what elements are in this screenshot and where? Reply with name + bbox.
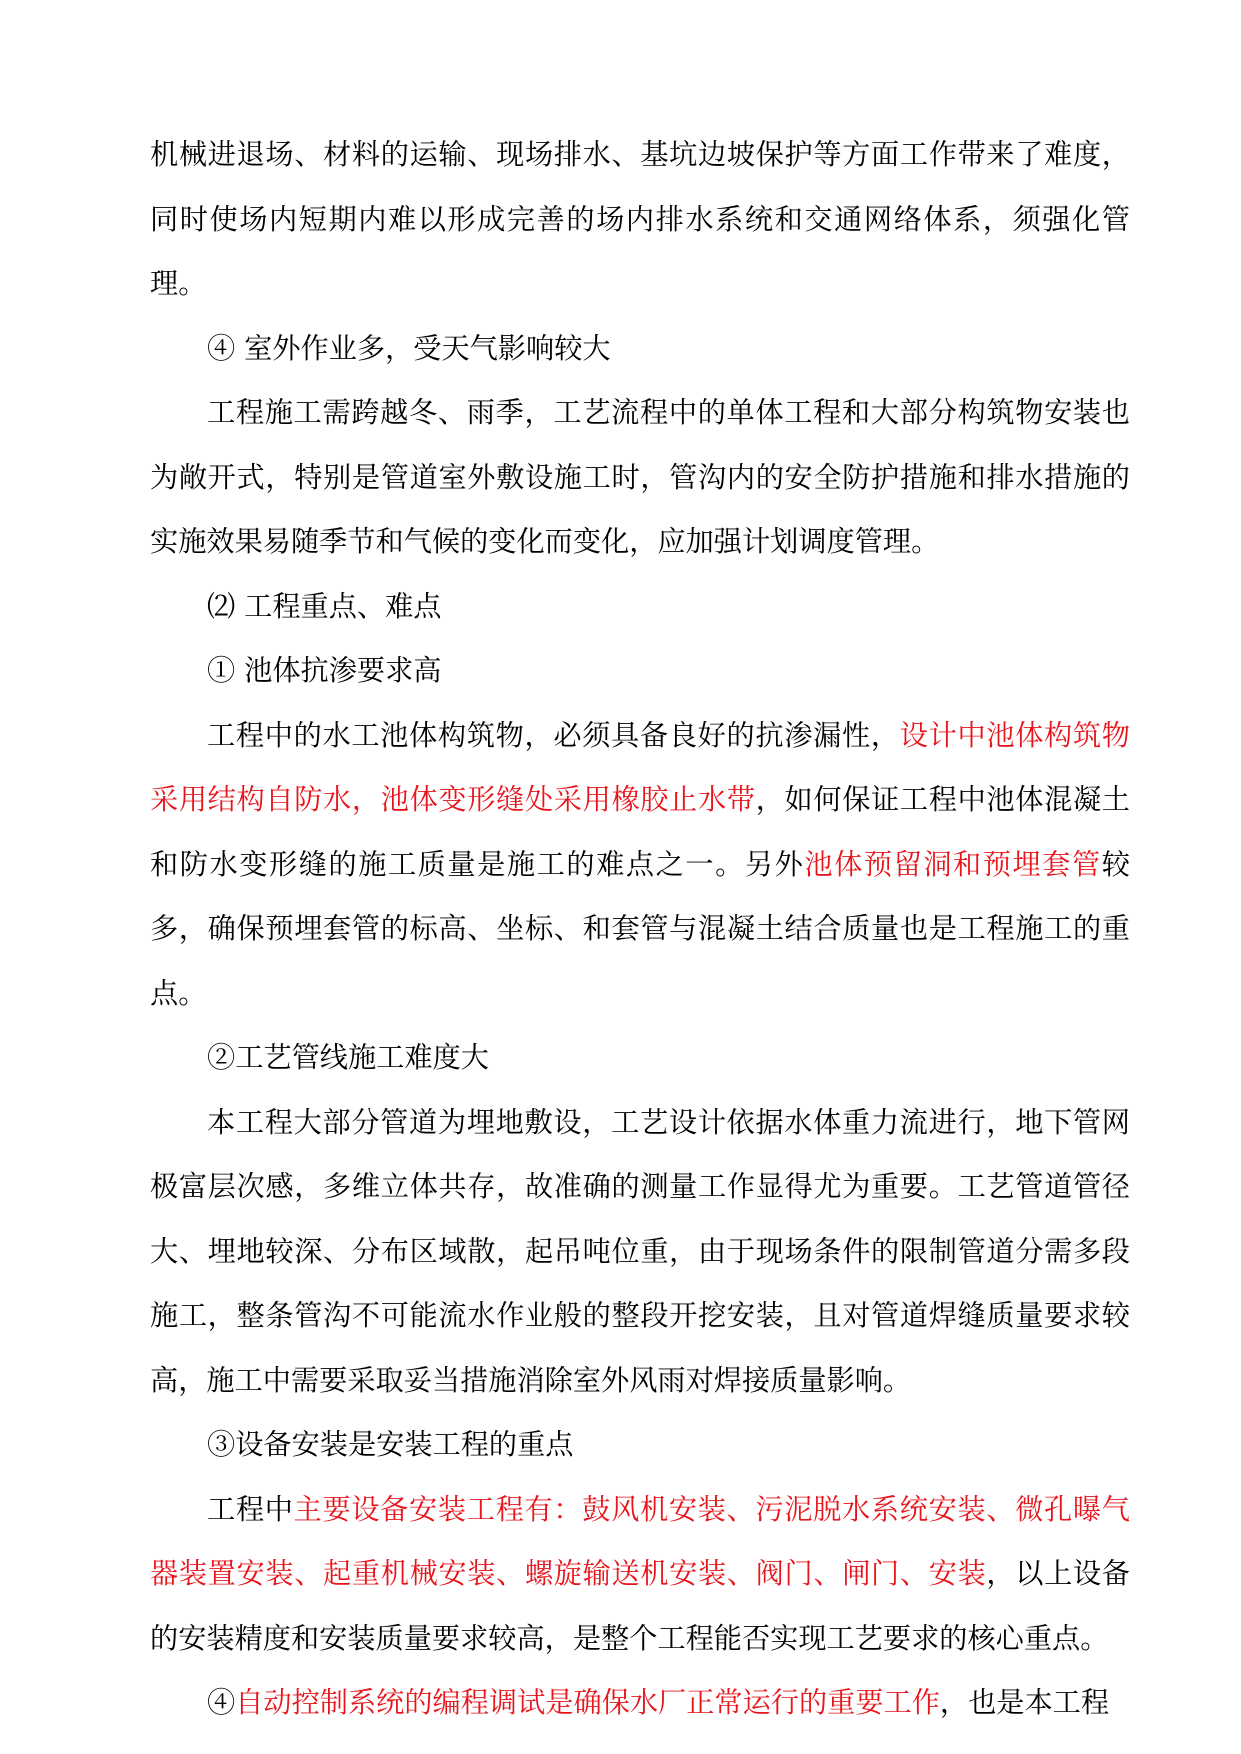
text-segment: ③设备安装是安装工程的重点 — [207, 1428, 574, 1461]
text-segment: 本工程大部分管道为埋地敷设，工艺设计依据水体重力流进行，地下管网极富层次感，多维立体共存，故准确的测量工作显得尤为重要。工艺管道管径大、埋地较深、分布区域散，起吊吨位重，由于现场条件的限制管道分需多段施工，整条管沟不可能流水作业般的整段开挖安装，且对管道焊缝质量要求较高，施工中需要采取妥当措施消除室外风雨对焊接质量影响。 — [150, 1105, 1130, 1397]
text-segment: ，以上设备的安装精度和安装质量要求较高，是整个工程能否实现工艺要求的核心重点。 — [150, 1557, 1130, 1655]
document-page — [150, 123, 1130, 1736]
paragraph-weather-impact — [150, 381, 1130, 575]
paragraph-impermeability — [150, 704, 1130, 1027]
heading-equipment-installation — [150, 1413, 1130, 1478]
section-heading-key-difficulties — [150, 575, 1130, 640]
text-segment: 较多，确保预埋套管的标高、坐标、和套管与混凝土结合质量也是工程施工的重点。 — [150, 847, 1130, 1010]
paragraph-automation-control — [150, 1671, 1130, 1736]
text-segment: 工程中的水工池体构筑物，必须具备良好的抗渗漏性， — [207, 718, 900, 752]
text-segment: 机械进退场、材料的运输、现场排水、基坑边坡保护等方面工作带来了难度，同时使场内短期内难以形成完善的场内排水系统和交通网络体系，须强化管理。 — [150, 138, 1130, 300]
heading-outdoor-work — [150, 317, 1130, 382]
highlighted-text: 自动控制系统的编程调试是确保水厂正常运行的重要工作 — [235, 1686, 940, 1719]
heading-impermeability — [150, 639, 1130, 704]
text-segment: ，也是本工程 — [939, 1686, 1110, 1719]
text-segment: ⑵ 工程重点、难点 — [207, 589, 442, 623]
text-segment: ① 池体抗渗要求高 — [207, 654, 442, 687]
paragraph-pipeline-difficulty — [150, 1091, 1130, 1414]
text-segment: ④ 室外作业多，受天气影响较大 — [207, 331, 611, 365]
highlighted-text: 池体预留洞和预埋套管 — [804, 847, 1102, 881]
text-segment: ④ — [207, 1686, 236, 1719]
paragraph-equipment-installation — [150, 1478, 1130, 1672]
text-segment: ，如何保证工程中池体混凝土和防水变形缝的施工质量是施工的难点之一。另外 — [150, 783, 1130, 881]
text-segment: ②工艺管线施工难度大 — [207, 1041, 489, 1074]
heading-pipeline-difficulty — [150, 1026, 1130, 1091]
highlighted-text: 主要设备安装工程有：鼓风机安装、污泥脱水系统安装、微孔曝气器装置安装、起重机械安装、螺旋输送机安装、阀门、闸门、安装 — [150, 1492, 1130, 1590]
text-segment: 工程中 — [207, 1492, 294, 1526]
paragraph-site-constraints — [150, 123, 1130, 317]
text-segment: 工程施工需跨越冬、雨季，工艺流程中的单体工程和大部分构筑物安装也为敞开式，特别是管道室外敷设施工时，管沟内的安全防护措施和排水措施的实施效果易随季节和气候的变化而变化，应加强计划调度管理。 — [150, 396, 1130, 558]
highlighted-text: 设计中池体构筑物采用结构自防水，池体变形缝处采用橡胶止水带 — [150, 718, 1130, 816]
